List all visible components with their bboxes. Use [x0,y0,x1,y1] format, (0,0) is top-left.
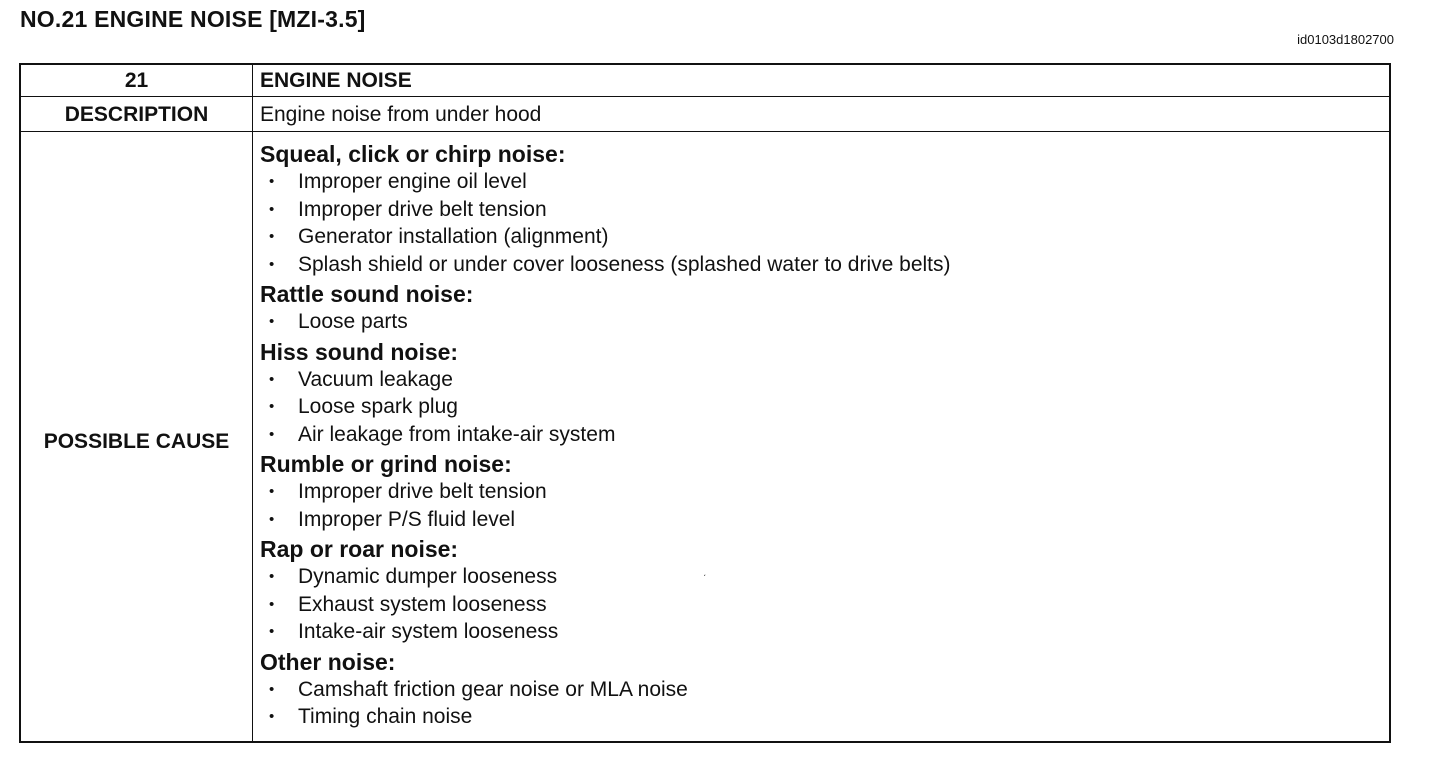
bullet-icon: • [269,228,275,245]
cause-item-text: Loose spark plug [298,395,458,418]
table-name-cell: ENGINE NOISE [260,69,412,92]
possible-cause-list [260,138,951,731]
cause-list-item [260,676,951,704]
description-label: DESCRIPTION [64,103,209,126]
cause-item-text: Splash shield or under cover looseness (splashed water to drive belts) [298,252,951,276]
cause-group-title: Rattle sound noise: [260,281,474,307]
cause-item-text: Generator installation (alignment) [298,225,609,248]
bullet-icon: • [269,398,275,415]
cause-item-text: Improper drive belt tension [298,197,547,221]
cause-list-item [260,366,951,394]
cause-group-title: Other noise: [260,648,396,675]
row-divider-header [21,96,1389,97]
bullet-icon: • [269,680,275,698]
bullet-icon: • [269,173,275,190]
cause-list-item [260,703,951,731]
cause-item-text: Intake-air system looseness [298,620,559,643]
cause-item-text: Vacuum leakage [298,367,453,391]
cause-list-item [260,421,951,449]
cause-list-item [260,393,951,421]
cause-item-text: Dynamic dumper looseness [298,565,558,588]
cause-list-item [260,506,951,534]
cause-list-item [260,196,951,224]
cause-item-text: Improper P/S fluid level [298,507,516,531]
cause-item-text: Improper engine oil level [298,170,527,193]
cause-item-text: Camshaft friction gear noise or MLA noise [298,677,688,701]
cause-group-title: Rap or roar noise: [260,536,459,562]
table-number-cell: 21 [124,69,149,92]
column-divider [252,65,253,741]
scan-speck: ˏ [703,566,706,576]
cause-list-item [260,251,951,279]
cause-group-title: Hiss sound noise: [260,338,459,365]
cause-item-text: Exhaust system looseness [298,592,547,616]
cause-group-title: Squeal, click or chirp noise: [260,141,566,167]
cause-item-text: Loose parts [298,310,408,333]
cause-list-item [260,308,951,336]
bullet-icon: • [269,370,275,388]
bullet-icon: • [269,425,275,443]
bullet-icon: • [269,483,275,500]
cause-list-item [260,618,951,646]
cause-item-text: Improper drive belt tension [298,480,547,503]
cause-item-text: Air leakage from intake-air system [298,422,616,446]
bullet-icon: • [269,313,275,330]
document-id: id0103d1802700 [1297,32,1394,47]
cause-item-text: Timing chain noise [298,705,473,728]
bullet-icon: • [269,708,275,725]
bullet-icon: • [269,568,275,585]
description-value: Engine noise from under hood [260,103,542,126]
cause-list-item [260,591,951,619]
bullet-icon: • [269,510,275,528]
cause-group-title: Rumble or grind noise: [260,451,512,477]
cause-list-item [260,478,951,506]
bullet-icon: • [269,595,275,613]
possible-cause-label: POSSIBLE CAUSE [43,430,230,453]
row-divider-description [21,131,1389,132]
bullet-icon: • [269,255,275,273]
cause-list-item [260,563,951,591]
bullet-icon: • [269,200,275,218]
diagnosis-table [19,63,1391,743]
cause-list-item [260,168,951,196]
page-title: NO.21 ENGINE NOISE [MZI-3.5] [20,6,366,32]
cause-list-item [260,223,951,251]
bullet-icon: • [269,623,275,640]
